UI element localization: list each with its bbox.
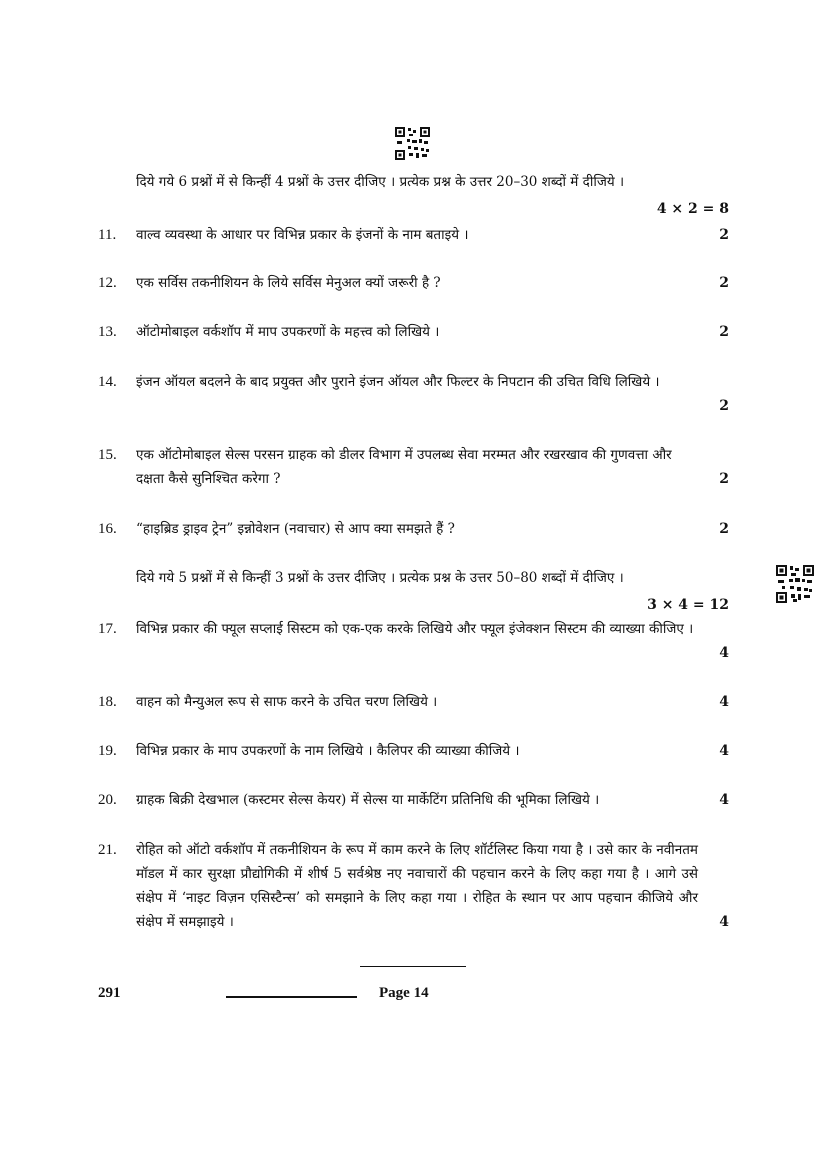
question-text: ग्राहक बिक्री देखभाल (कस्टमर सेल्स केयर) में सेल्स या मार्केटिंग प्रतिनिधि की भूमिका लिखिये । bbox=[136, 792, 600, 808]
paper-code: 291 bbox=[98, 985, 121, 1001]
qr-code-top-icon bbox=[395, 127, 430, 160]
qr-code-side-icon bbox=[776, 565, 814, 603]
question-text: विभिन्न प्रकार के माप उपकरणों के नाम लिखिये । कैलिपर की व्याख्या कीजिये । bbox=[136, 743, 520, 759]
question-number: 15. bbox=[98, 447, 117, 463]
section-c-instruction: दिये गये 5 प्रश्नों में से किन्हीं 3 प्रश्नों के उत्तर दीजिए । प्रत्येक प्रश्न के उत्तर 50–80 शब्दों में दीजिए । bbox=[136, 570, 624, 586]
question-number: 20. bbox=[98, 792, 117, 808]
question-number: 16. bbox=[98, 521, 117, 537]
question-marks: 2 bbox=[719, 471, 729, 487]
question-marks: 2 bbox=[719, 398, 729, 414]
question-text: वाहन को मैन्युअल रूप से साफ करने के उचित चरण लिखिये । bbox=[136, 694, 438, 710]
question-marks: 2 bbox=[719, 324, 729, 340]
question-number: 18. bbox=[98, 694, 117, 710]
question-number: 12. bbox=[98, 275, 117, 291]
question-text: “हाइब्रिड ड्राइव ट्रेन” इन्नोवेशन (नवाचार) से आप क्या समझते हैं ? bbox=[136, 521, 455, 537]
page-number: Page 14 bbox=[379, 985, 429, 1001]
question-number: 21. bbox=[98, 842, 117, 858]
end-rule bbox=[360, 966, 466, 967]
question-marks: 4 bbox=[719, 645, 729, 661]
question-number: 17. bbox=[98, 621, 117, 637]
question-text: रोहित को ऑटो वर्कशॉप में तकनीशियन के रूप में काम करने के लिए शॉर्टलिस्ट किया गया है । उसे कार के नवीनतम मॉडल में कार सुरक्षा प्रौद्योगिकी में शीर्ष 5 सर्वश्रेष्ठ नए नवाचारों की पहचान करने के लिए कहा गया है । आगे उसे संक्षेप में ‘नाइट विज़न एसिस्टैन्स’ को समझाने के लिए कहा गया । रोहित के स्थान पर आप पहचान कीजिये और संक्षेप में समझाइये । bbox=[136, 842, 698, 930]
question-number: 14. bbox=[98, 374, 117, 390]
section-b-marks-total: 4 × 2 = 8 bbox=[656, 201, 729, 217]
question-marks: 4 bbox=[719, 792, 729, 808]
footer-rule bbox=[226, 996, 357, 998]
section-c-marks-total: 3 × 4 = 12 bbox=[647, 597, 729, 613]
question-marks: 4 bbox=[719, 743, 729, 759]
question-marks: 4 bbox=[719, 914, 729, 930]
question-marks: 2 bbox=[719, 227, 729, 243]
question-marks: 2 bbox=[719, 275, 729, 291]
question-number: 11. bbox=[98, 227, 117, 243]
question-text: वाल्व व्यवस्था के आधार पर विभिन्न प्रकार के इंजनों के नाम बताइये । bbox=[136, 227, 469, 243]
question-marks: 2 bbox=[719, 521, 729, 537]
question-number: 19. bbox=[98, 743, 117, 759]
question-text: विभिन्न प्रकार की फ्यूल सप्लाई सिस्टम को एक-एक करके लिखिये और फ्यूल इंजेक्शन सिस्टम की व्याख्या कीजिए । bbox=[136, 621, 694, 637]
question-number: 13. bbox=[98, 324, 117, 340]
question-text: इंजन ऑयल बदलने के बाद प्रयुक्त और पुराने इंजन ऑयल और फिल्टर के निपटान की उचित विधि लिखिये । bbox=[136, 374, 660, 390]
question-text: एक ऑटोमोबाइल सेल्स परसन ग्राहक को डीलर विभाग में उपलब्ध सेवा मरम्मत और रखरखाव की गुणवत्ता और दक्षता कैसे सुनिश्चित करेगा ? bbox=[136, 447, 672, 487]
question-marks: 4 bbox=[719, 694, 729, 710]
question-text: ऑटोमोबाइल वर्कशॉप में माप उपकरणों के महत्त्व को लिखिये । bbox=[136, 324, 440, 340]
section-b-instruction: दिये गये 6 प्रश्नों में से किन्हीं 4 प्रश्नों के उत्तर दीजिए । प्रत्येक प्रश्न के उत्तर 20–30 शब्दों में दीजिये । bbox=[136, 174, 625, 190]
question-text: एक सर्विस तकनीशियन के लिये सर्विस मेनुअल क्यों जरूरी है ? bbox=[136, 275, 441, 291]
